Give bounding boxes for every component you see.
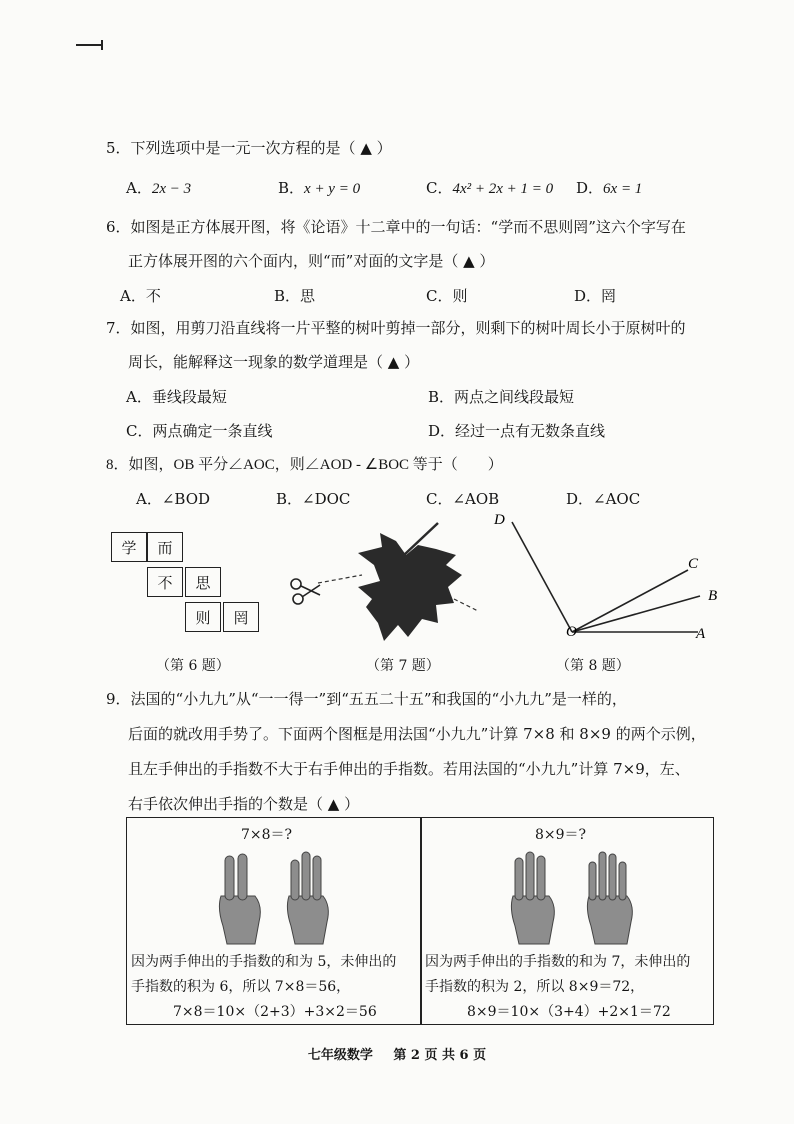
right-hand-three-fingers-icon: [287, 852, 328, 944]
fig8-caption: （第 8 题）: [556, 658, 630, 674]
q9-stem-line4: 右手依次伸出手指的个数是（ ▲ ）: [128, 795, 360, 813]
leaf-figure: [286, 515, 478, 645]
right-hand-four-fingers-icon: [587, 852, 632, 944]
q7-option-b[interactable]: B．两点之间线段最短: [428, 388, 575, 406]
q7-option-a[interactable]: A．垂线段最短: [126, 388, 227, 406]
hand-gesture-examples-box: [126, 817, 714, 1025]
right-panel-line3: 8×9＝10×（3+4）+2×1＝72: [467, 1004, 671, 1020]
q6-option-b[interactable]: B．思: [274, 287, 316, 305]
label-o: O: [566, 624, 577, 640]
cube-face-2: 而: [147, 532, 183, 562]
q5-option-a-letter: A．: [126, 179, 152, 197]
footer-page-number: 第 2 页 共 6 页: [393, 1048, 487, 1063]
cube-face-1: 学: [111, 532, 147, 562]
label-c: C: [688, 556, 699, 572]
q5-option-c-letter: C．: [426, 179, 453, 197]
label-b: B: [708, 588, 718, 604]
q5-option-d[interactable]: [576, 177, 642, 198]
cube-face-3: 不: [147, 567, 183, 597]
q5-option-d-letter: D．: [576, 179, 604, 197]
q5-option-c[interactable]: [426, 177, 553, 198]
cube-face-5: 则: [185, 602, 221, 632]
corner-registration-mark: [76, 40, 104, 50]
cube-face-6: 罔: [223, 602, 259, 632]
q9-stem-line3: 且左手伸出的手指数不大于右手伸出的手指数。若用法国的“小九九”计算 7×9，左、: [128, 760, 690, 778]
q8-option-c[interactable]: C．∠AOB: [426, 490, 500, 508]
q6-stem-line2: 正方体展开图的六个面内，则“而”对面的文字是（ ▲ ）: [128, 252, 495, 270]
q7-option-d[interactable]: D．经过一点有无数条直线: [428, 422, 606, 440]
left-panel-line3: 7×8＝10×（2+3）+3×2＝56: [173, 1004, 377, 1020]
q6-option-a[interactable]: A．不: [120, 287, 161, 305]
q8-option-d[interactable]: D．∠AOC: [566, 490, 641, 508]
left-panel-line2: 手指数的积为 6，所以 7×8＝56，: [131, 979, 351, 995]
q7-stem-line1: 7．如图，用剪刀沿直线将一片平整的树叶剪掉一部分，则剩下的树叶周长小于原树叶的: [106, 319, 686, 337]
q7-option-c[interactable]: C．两点确定一条直线: [126, 422, 273, 440]
right-panel-title: 8×9＝?: [535, 827, 587, 843]
q5-option-a[interactable]: [126, 177, 191, 198]
scissors-icon: [291, 579, 320, 604]
page-footer: [0, 1044, 794, 1063]
fig6-caption: （第 6 题）: [156, 658, 230, 674]
q9-stem-line1: 9．法国的“小九九”从“一一得一”到“五五二十五”和我国的“小九九”是一样的，: [106, 690, 627, 708]
leaf-icon: [358, 523, 462, 641]
q5-option-b[interactable]: [278, 177, 360, 198]
q7-stem-line2: 周长，能解释这一现象的数学道理是（ ▲ ）: [128, 353, 420, 371]
fig7-caption: （第 7 题）: [366, 658, 440, 674]
label-a: A: [696, 626, 706, 642]
right-panel-line2: 手指数的积为 2，所以 8×9＝72，: [425, 979, 645, 995]
hands-8x9-image: [505, 848, 645, 948]
right-panel-line1: 因为两手伸出的手指数的和为 7，未伸出的: [425, 954, 691, 970]
q8-option-b[interactable]: B．∠DOC: [276, 490, 351, 508]
q5-option-d-expr: 6x = 1: [603, 181, 643, 197]
q6-option-c[interactable]: C．则: [426, 287, 468, 305]
footer-subject: 七年级数学: [307, 1048, 373, 1063]
left-hand-two-fingers-icon: [219, 854, 260, 944]
left-hand-three-fingers-icon: [511, 852, 554, 944]
q5-stem: 5．下列选项中是一元一次方程的是（ ▲ ）: [106, 139, 392, 157]
hands-7x8-image: [211, 848, 341, 948]
label-d: D: [494, 512, 505, 528]
q5-option-c-expr: 4x² + 2x + 1 = 0: [452, 181, 554, 197]
q9-stem-line2: 后面的就改用手势了。下面两个图框是用法国“小九九”计算 7×8 和 8×9 的两个示例，: [128, 725, 706, 743]
angle-figure: [490, 508, 720, 646]
left-panel-line1: 因为两手伸出的手指数的和为 5，未伸出的: [131, 954, 397, 970]
q5-option-b-expr: x + y = 0: [304, 181, 361, 197]
q6-option-d[interactable]: D．罔: [574, 287, 617, 305]
q5-option-b-letter: B．: [278, 179, 305, 197]
q5-option-a-expr: 2x − 3: [151, 181, 192, 197]
box-divider: [420, 818, 422, 1024]
q6-stem-line1: 6．如图是正方体展开图，将《论语》十二章中的一句话：“学而不思则罔”这六个字写在: [106, 218, 686, 236]
cube-face-4: 思: [185, 567, 221, 597]
q8-option-a[interactable]: A．∠BOD: [136, 490, 211, 508]
q8-stem: 8．如图，OB 平分∠AOC，则∠AOD - ∠BOC 等于（ ）: [106, 457, 503, 473]
left-panel-title: 7×8＝?: [241, 827, 293, 843]
